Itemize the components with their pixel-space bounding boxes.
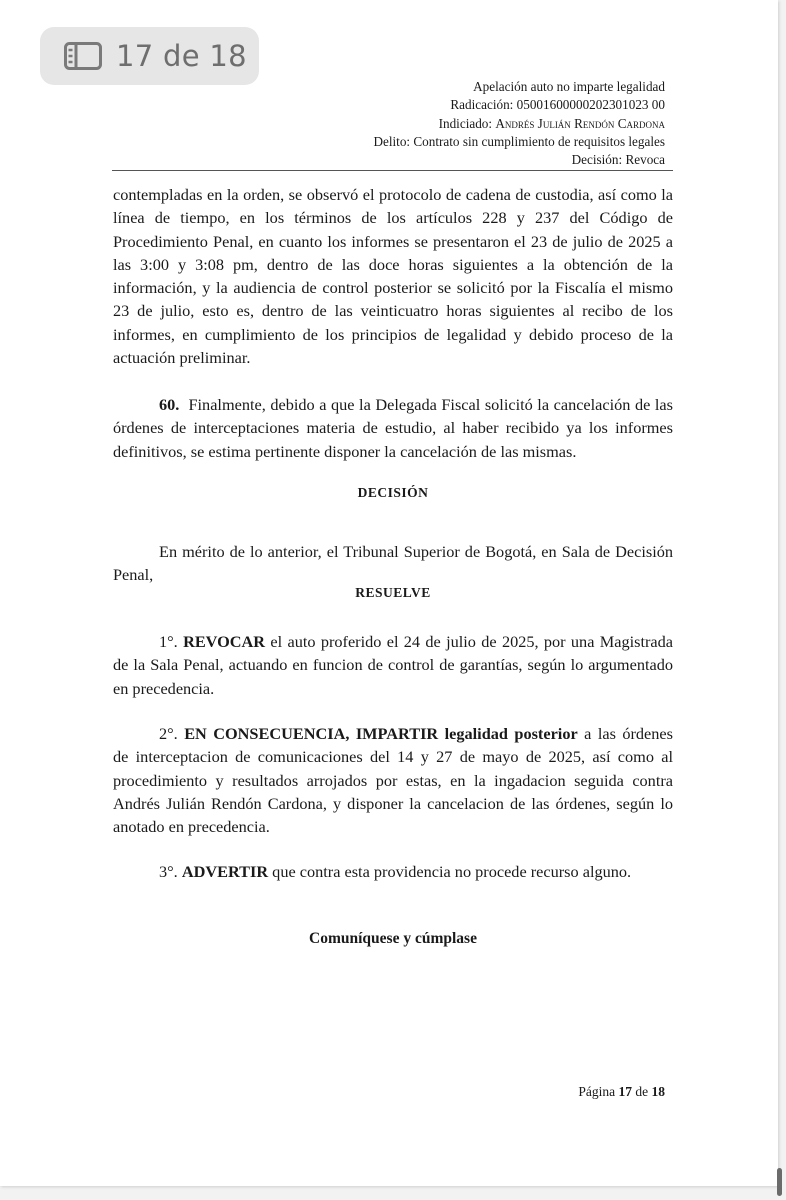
resolution-2-verb: EN CONSECUENCIA, IMPARTIR legalidad posterior — [184, 724, 578, 743]
page-indicator[interactable] — [40, 27, 259, 85]
resolution-2-text: a las órdenes de interceptacion de comunicaciones del 14 y 27 de mayo de 2025, así como al procedimiento y resultados arrojados por estas, en la ingadacion seguida contra Andrés Julián Rendón Cardona, y disponer la cancelacion de las órdenes, según lo anotado en precedencia. — [113, 724, 673, 837]
resuelve-heading: RESUELVE — [355, 585, 431, 600]
header-indiciado-name: Andrés Julián Rendón Cardona — [495, 115, 665, 131]
paragraph-60-text: Finalmente, debido a que la Delegada Fiscal solicitó la cancelación de las órdenes de interceptaciones materia de estudio, al haber recibido ya los informes definitivos, se estima pertinente disponer la cancelación de las mismas. — [113, 395, 673, 461]
header-title: Apelación auto no imparte legalidad — [473, 79, 665, 94]
resolution-1-text: el auto proferido el 24 de julio de 2025, por una Magistrada de la Sala Penal, actuando en funcion de control de garantías, según lo argumentado en precedencia. — [113, 632, 673, 698]
paragraph-continued: contempladas en la orden, se observó el protocolo de cadena de custodia, así como la línea de tiempo, en los términos de los artículos 228 y 237 del Código de Procedimiento Penal, en cuanto los informes se presentaron el 23 de julio de 2025 a las 3:00 y 3:08 pm, dentro de las doce horas siguientes a la obtención de la información, y la audiencia de control posterior se solicitó por la Fiscalía el mismo 23 de julio, esto es, dentro de las veinticuatro horas siguientes al recibo de los informes, en cumplimiento de los principios de legalidad y debido proceso de la actuación preliminar. — [113, 185, 673, 368]
resolution-2 — [113, 722, 673, 838]
paragraph-60 — [113, 393, 673, 463]
resolution-1 — [113, 630, 673, 700]
decision-heading: DECISIÓN — [357, 485, 429, 500]
page-footer — [578, 1084, 665, 1100]
resolution-1-number: 1°. — [159, 632, 178, 651]
sidebar-pages-icon — [64, 42, 102, 70]
header-decision: Decisión: Revoca — [571, 152, 665, 168]
resolution-2-number: 2°. — [159, 724, 178, 743]
footer-page-number: 17 — [618, 1084, 632, 1099]
merito-paragraph: En mérito de lo anterior, el Tribunal Superior de Bogotá, en Sala de Decisión Penal, — [113, 542, 673, 585]
header-radicacion: Radicación: 05001600000202301023 00 — [450, 97, 665, 113]
page-indicator-label: 17 de 18 — [116, 39, 247, 73]
header-delito: Delito: Contrato sin cumplimiento de requisitos legales — [373, 133, 665, 149]
document-header — [373, 78, 665, 169]
resolution-3 — [113, 860, 673, 883]
header-indiciado-label: Indiciado: — [438, 115, 493, 131]
footer-pagina-label: Página — [578, 1084, 616, 1099]
resolution-3-number: 3°. — [159, 862, 178, 881]
footer-de-label: de — [635, 1084, 649, 1099]
resolution-3-text: que contra esta providencia no procede recurso alguno. — [272, 862, 632, 881]
scrollbar[interactable] — [777, 1168, 782, 1196]
header-divider — [112, 170, 673, 171]
closing-formula: Comuníquese y cúmplase — [309, 930, 477, 947]
header-indiciado — [373, 115, 665, 133]
resolution-3-verb: ADVERTIR — [181, 862, 269, 881]
footer-page-total: 18 — [651, 1084, 665, 1099]
resolution-1-verb: REVOCAR — [183, 632, 266, 651]
paragraph-60-number: 60. — [159, 395, 180, 414]
